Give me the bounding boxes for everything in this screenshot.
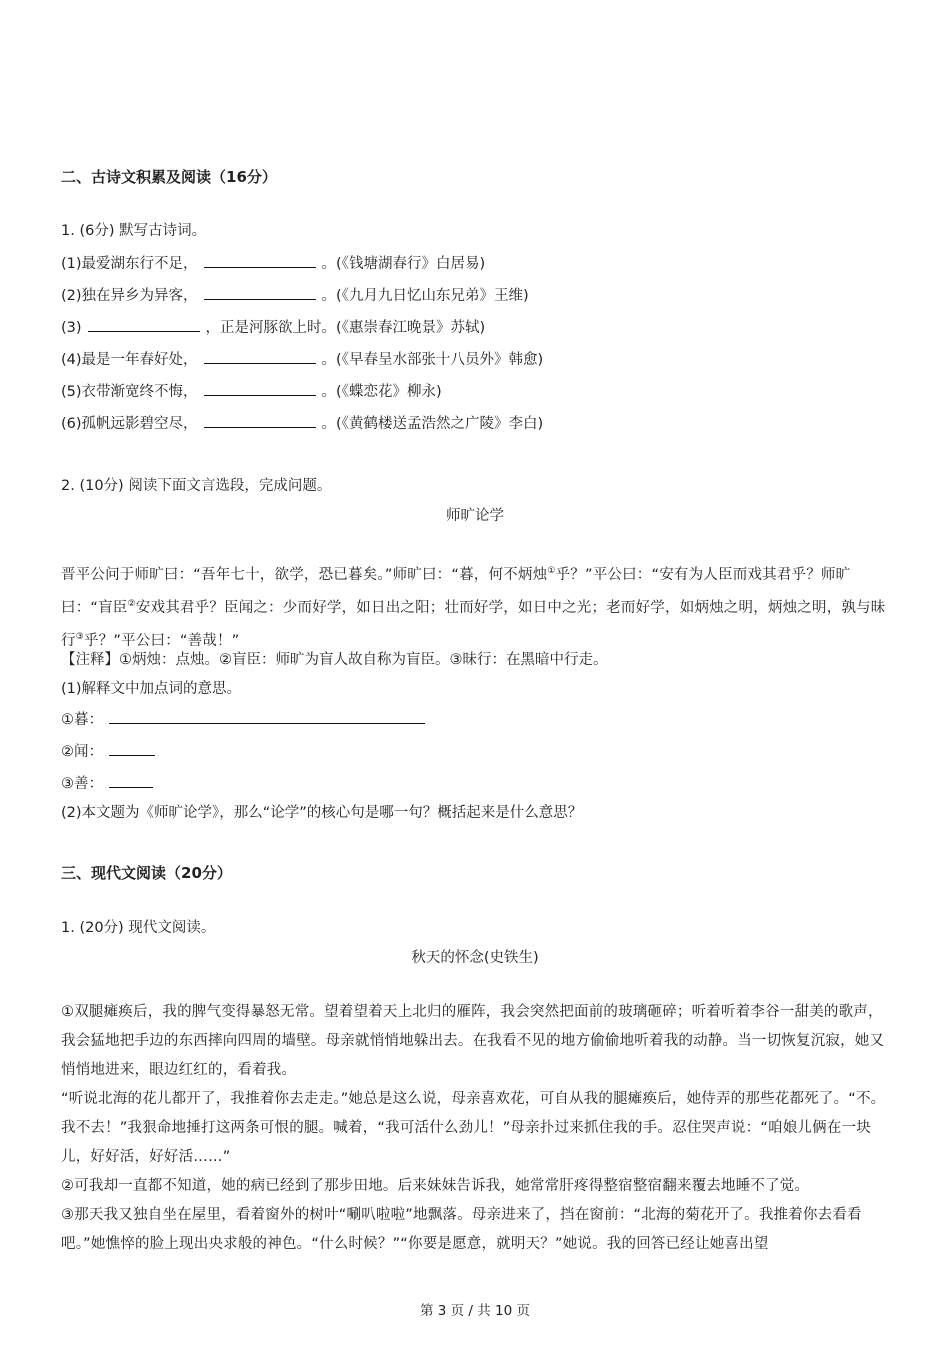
poem-line-6-pre: (6)孤帆远影碧空尽， bbox=[61, 416, 198, 432]
passage-part-a: 晋平公问于师旷曰：“吾年七十，欲学，恐已暮矣。”师旷曰：“暮，何不炳烛 bbox=[61, 566, 548, 583]
word-1-row bbox=[61, 708, 431, 729]
page-number: 第 3 页 / 共 10 页 bbox=[419, 1303, 531, 1319]
word-2-label: ②闻： bbox=[61, 744, 103, 760]
answer-blank[interactable] bbox=[109, 773, 153, 788]
passage-part-d: 乎？”平公曰：“善哉！” bbox=[83, 632, 240, 649]
section-2-heading: 二、古诗文积累及阅读（16分） bbox=[61, 168, 277, 186]
footnote-mark-1: ① bbox=[547, 566, 556, 576]
poem-line-3-pre: (3) bbox=[61, 320, 82, 336]
poem-line-4-post: 。(《早春呈水部张十八员外》韩愈) bbox=[321, 352, 544, 368]
paragraph-4: ③那天我又独自坐在屋里，看着窗外的树叶“唰叭啦啦”地飘落。母亲进来了，挡在窗前：“北海的菊花开了。我推着你去看看吧。”她憔悴的脸上现出央求般的神色。“什么时候？”“你要是愿意，就明天？”她说。我的回答已经让她喜出望 bbox=[61, 1207, 862, 1252]
poem-line-2 bbox=[61, 284, 529, 305]
poem-line-4 bbox=[61, 348, 543, 369]
modern-q1-stem: 1. (20分) 现代文阅读。 bbox=[61, 920, 216, 936]
passage-part-b: 乎？”平公曰：“安有为人臣而戏其君乎？师旷曰：“盲臣 bbox=[61, 566, 851, 616]
footnote-mark-3: ③ bbox=[75, 631, 84, 642]
answer-blank[interactable] bbox=[109, 709, 425, 724]
poem-line-4-pre: (4)最是一年春好处， bbox=[61, 352, 198, 368]
answer-blank[interactable] bbox=[204, 285, 316, 300]
answer-blank[interactable] bbox=[204, 381, 316, 396]
paragraph-3: ②可我却一直都不知道，她的病已经到了那步田地。后来妹妹告诉我，她常常肝疼得整宿整宿翻来覆去地睡不了觉。 bbox=[61, 1178, 810, 1194]
annotation-note: 【注释】①炳烛：点烛。②盲臣：师旷为盲人故自称为盲臣。③昧行：在黑暗中行走。 bbox=[61, 652, 608, 668]
poem-line-3-post: ，正是河豚欲上时。(《惠崇春江晚景》苏轼) bbox=[205, 320, 486, 336]
passage-title: 师旷论学 bbox=[446, 508, 504, 524]
poem-line-5-pre: (5)衣带渐宽终不悔， bbox=[61, 384, 198, 400]
poem-line-1-post: 。(《钱塘湖春行》白居易) bbox=[321, 256, 486, 272]
section-3-heading: 三、现代文阅读（20分） bbox=[61, 864, 232, 882]
answer-blank[interactable] bbox=[204, 253, 316, 268]
word-2-row bbox=[61, 740, 161, 761]
paragraph-2: “听说北海的花儿都开了，我推着你去走走。”她总是这么说，母亲喜欢花，可自从我的腿瘫痪后，她侍弄的那些花都死了。“不。我不去！”我狠命地捶打这两条可恨的腿。喊着，“我可活什么劲儿！”母亲扑过来抓住我的手。忍住哭声说：“咱娘儿俩在一块儿，好好活，好好活……” bbox=[61, 1091, 886, 1165]
poem-line-1-pre: (1)最爱湖东行不足， bbox=[61, 256, 198, 272]
modern-passage-title: 秋天的怀念(史铁生) bbox=[411, 950, 539, 966]
paragraph-1: ①双腿瘫痪后，我的脾气变得暴怒无常。望着望着天上北归的雁阵，我会突然把面前的玻璃砸碎；听着听着李谷一甜美的歌声，我会猛地把手边的东西摔向四周的墙壁。母亲就悄悄地躲出去。在我看不见的地方偷偷地听着我的动静。当一切恢复沉寂，她又悄悄地进来，眼边红红的，看着我。 bbox=[61, 1004, 885, 1078]
q1-stem: 1. (6分) 默写古诗词。 bbox=[61, 223, 207, 239]
q2-stem: 2. (10分) 阅读下面文言选段，完成问题。 bbox=[61, 478, 332, 494]
answer-blank[interactable] bbox=[204, 349, 316, 364]
poem-line-5-post: 。(《蝶恋花》柳永) bbox=[321, 384, 442, 400]
poem-line-2-post: 。(《九月九日忆山东兄弟》王维) bbox=[321, 288, 529, 304]
poem-line-2-pre: (2)独在异乡为异客， bbox=[61, 288, 198, 304]
poem-line-6-post: 。(《黄鹤楼送孟浩然之广陵》李白) bbox=[321, 416, 544, 432]
sub-question-1: (1)解释文中加点词的意思。 bbox=[61, 681, 242, 697]
poem-line-1 bbox=[61, 252, 485, 273]
classical-passage bbox=[61, 557, 891, 655]
modern-passage bbox=[61, 998, 891, 1259]
sub-question-2: (2)本文题为《师旷论学》，那么“论学”的核心句是哪一句？概括起来是什么意思？ bbox=[61, 805, 583, 821]
word-1-label: ①暮： bbox=[61, 712, 103, 728]
poem-line-3 bbox=[61, 316, 485, 337]
poem-line-6 bbox=[61, 412, 543, 433]
word-3-label: ③善： bbox=[61, 776, 103, 792]
answer-blank[interactable] bbox=[109, 741, 155, 756]
answer-blank[interactable] bbox=[88, 317, 200, 332]
poem-line-5 bbox=[61, 380, 442, 401]
passage-part-c: 安戏其君乎？臣闻之：少而好学，如日出之阳；壮而好学，如日中之光；老而好学，如炳烛之明，炳烛之明，孰与昧行 bbox=[61, 599, 886, 649]
word-3-row bbox=[61, 772, 159, 793]
footnote-mark-2: ② bbox=[127, 598, 136, 609]
answer-blank[interactable] bbox=[204, 413, 316, 428]
